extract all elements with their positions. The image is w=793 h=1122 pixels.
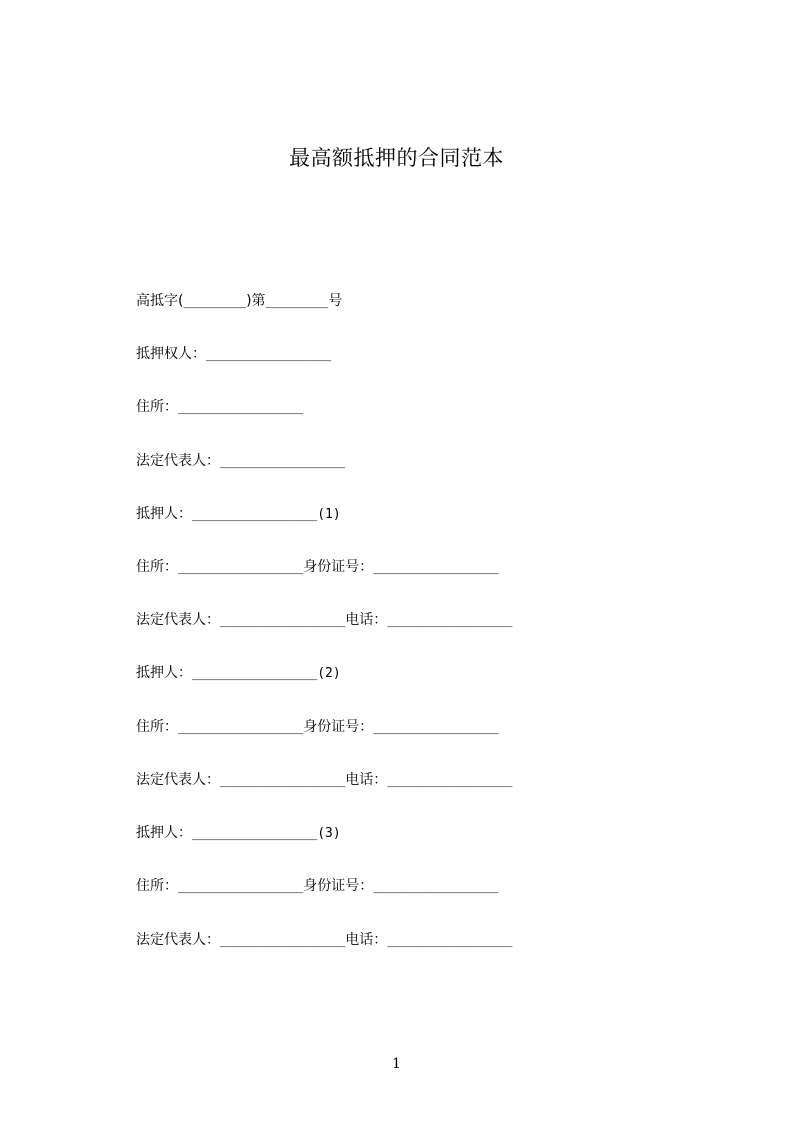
mortgagor-1-address-blank: ________________ [178, 560, 304, 575]
mortgagor-1-rep-blank: ________________ [220, 613, 346, 628]
mortgagor-2-id-blank: ________________ [373, 720, 499, 735]
mortgagor-3-rep-blank: ________________ [220, 933, 346, 948]
contract-number-suffix: 号 [328, 293, 343, 309]
mortgagor-1-rep-line [136, 611, 512, 630]
mortgagor-2-blank: ________________ [192, 666, 318, 681]
contract-number-year-blank: ________ [183, 294, 247, 309]
mortgagor-2-address-label: 住所： [136, 719, 178, 735]
mortgagor-1-phone-label: 电话： [345, 612, 388, 628]
mortgagor-3-number: (3) [317, 826, 341, 841]
mortgagor-2-rep-blank: ________________ [220, 773, 346, 788]
mortgagor-2-rep-label: 法定代表人： [136, 772, 220, 788]
contract-number-blank: ________ [265, 294, 329, 309]
mortgagor-3-address-blank: ________________ [178, 879, 304, 894]
mortgagor-3-line [136, 824, 341, 843]
mortgagor-1-line [136, 505, 341, 524]
mortgagor-1-address-line [136, 558, 498, 577]
mortgagee-rep-line [136, 452, 345, 471]
mortgagor-2-phone-blank: ________________ [387, 773, 513, 788]
mortgagor-3-phone-blank: ________________ [387, 933, 513, 948]
contract-number-prefix: 高抵字( [136, 293, 184, 309]
mortgagor-3-address-label: 住所： [136, 878, 178, 894]
mortgagee-address-label: 住所： [136, 399, 178, 415]
mortgagor-1-label: 抵押人： [136, 506, 192, 522]
mortgagor-3-id-label: 身份证号： [303, 878, 374, 894]
mortgagor-2-address-blank: ________________ [178, 720, 304, 735]
mortgagor-2-rep-line [136, 771, 512, 790]
mortgagor-3-id-blank: ________________ [373, 879, 499, 894]
mortgagor-3-label: 抵押人： [136, 825, 192, 841]
page-number: 1 [392, 1056, 401, 1072]
mortgagee-address-line [136, 398, 303, 417]
mortgagor-2-id-label: 身份证号： [303, 719, 374, 735]
contract-number-line [136, 292, 342, 311]
document-title: 最高额抵押的合同范本 [289, 146, 504, 170]
mortgagor-3-address-line [136, 877, 498, 896]
mortgagee-rep-label: 法定代表人： [136, 453, 220, 469]
mortgagor-2-label: 抵押人： [136, 665, 192, 681]
mortgagor-2-phone-label: 电话： [345, 772, 388, 788]
mortgagor-1-id-blank: ________________ [373, 560, 499, 575]
mortgagor-2-number: (2) [317, 666, 341, 681]
mortgagor-1-number: (1) [317, 507, 341, 522]
mortgagee-rep-blank: ________________ [220, 454, 346, 469]
mortgagor-1-rep-label: 法定代表人： [136, 612, 220, 628]
mortgagor-1-phone-blank: ________________ [387, 613, 513, 628]
mortgagor-3-phone-label: 电话： [345, 932, 388, 948]
mortgagor-3-rep-label: 法定代表人： [136, 932, 220, 948]
mortgagee-blank: ________________ [206, 347, 332, 362]
mortgagor-1-blank: ________________ [192, 507, 318, 522]
mortgagor-2-address-line [136, 718, 498, 737]
mortgagor-1-address-label: 住所： [136, 559, 178, 575]
mortgagee-line [136, 345, 331, 364]
mortgagor-3-blank: ________________ [192, 826, 318, 841]
contract-number-mid: )第 [246, 293, 266, 309]
mortgagor-1-id-label: 身份证号： [303, 559, 374, 575]
mortgagee-label: 抵押权人： [136, 346, 206, 362]
mortgagor-2-line [136, 664, 341, 683]
mortgagor-3-rep-line [136, 931, 512, 950]
mortgagee-address-blank: ________________ [178, 400, 304, 415]
